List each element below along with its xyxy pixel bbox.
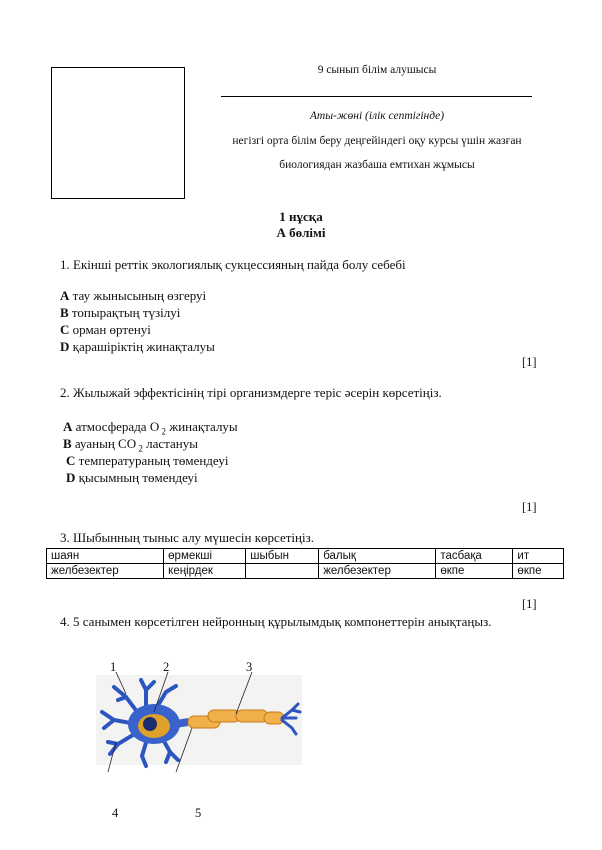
- q1-option-a-text: тау жынысының өзгеруі: [69, 288, 207, 303]
- q1-option-d-text: қарашіріктің жинақталуы: [69, 339, 215, 354]
- table-cell: өкпе: [436, 564, 513, 579]
- q1-option-d-letter: D: [60, 339, 70, 354]
- table-cell-answer-blank[interactable]: [246, 564, 319, 579]
- exam-description-line1: негізгі орта білім беру деңгейіндегі оқу курсы үшін жазған: [232, 135, 522, 147]
- table-cell: желбезектер: [47, 564, 164, 579]
- question-1-text: 1. Екінші реттік экологиялық сукцессияның пайда болу себебі: [60, 257, 406, 272]
- table-cell: өкпе: [513, 564, 564, 579]
- q2-option-a-subscript: 2: [159, 426, 166, 437]
- respiration-table: [46, 548, 564, 579]
- q1-option-c[interactable]: [60, 322, 151, 338]
- q2-option-c-letter: C: [66, 453, 76, 468]
- myelin-segment: [236, 710, 268, 722]
- label-5: 5: [195, 806, 202, 820]
- q2-option-b-letter: B: [63, 436, 72, 451]
- q2-mark: [1]: [522, 500, 537, 514]
- table-row-organs: [47, 564, 564, 579]
- label-2: 2: [163, 660, 170, 674]
- q1-option-c-text: орман өртенуі: [69, 322, 151, 337]
- name-caption: Аты-жөні (ілік септігінде): [309, 110, 445, 122]
- photo-placeholder-box: [51, 67, 185, 199]
- nucleus: [143, 717, 157, 731]
- q2-option-b-subscript: 2: [136, 443, 143, 454]
- table-cell: балық: [319, 549, 436, 564]
- exam-description-line2: биологиядан жазбаша емтихан жұмысы: [279, 159, 475, 171]
- q2-option-c-text: температураның төмендеуі: [75, 453, 229, 468]
- q2-option-d[interactable]: [66, 470, 198, 486]
- myelin-segment: [208, 710, 240, 722]
- table-cell: ит: [513, 549, 564, 564]
- table-cell: кеңірдек: [164, 564, 246, 579]
- q2-option-d-text: қысымның төмендеуі: [75, 470, 198, 485]
- label-4: 4: [112, 806, 119, 820]
- q2-option-c[interactable]: [66, 453, 228, 469]
- table-row-animals: [47, 549, 564, 564]
- grade-line: 9 сынып білім алушысы: [317, 64, 437, 76]
- q2-option-a[interactable]: [63, 419, 238, 437]
- table-cell: шыбын: [246, 549, 319, 564]
- q1-option-b-letter: B: [60, 305, 69, 320]
- q2-option-a-text: атмосферада О: [72, 419, 160, 434]
- table-cell: желбезектер: [319, 564, 436, 579]
- q1-option-a[interactable]: [60, 288, 206, 304]
- q1-option-b[interactable]: [60, 305, 180, 321]
- section-title: А бөлімі: [276, 225, 326, 240]
- question-4-text: 4. 5 санымен көрсетілген нейронның құрылымдық компонеттерін анықтаңыз.: [60, 614, 492, 629]
- table-cell: тасбақа: [436, 549, 513, 564]
- q3-mark: [1]: [522, 597, 537, 611]
- neuron-illustration: [96, 672, 306, 772]
- table-cell: өрмекші: [164, 549, 246, 564]
- table-cell: шаян: [47, 549, 164, 564]
- q2-option-a-tail: жинақталуы: [165, 419, 238, 434]
- q2-option-a-letter: A: [63, 419, 73, 434]
- question-2-text: 2. Жылыжай эффектісінің тірі организмдерге теріс әсерін көрсетіңіз.: [60, 385, 442, 400]
- q1-option-b-text: топырақтың түзілуі: [68, 305, 181, 320]
- q1-option-d[interactable]: [60, 339, 215, 355]
- variant-title: 1 нұсқа: [279, 209, 323, 224]
- q2-option-b-text: ауаның СО: [71, 436, 137, 451]
- question-3-text: 3. Шыбынның тыныс алу мүшесін көрсетіңіз.: [60, 530, 314, 545]
- q2-option-b[interactable]: [63, 436, 198, 454]
- q1-mark: [1]: [522, 355, 537, 369]
- q1-option-c-letter: C: [60, 322, 70, 337]
- label-1: 1: [110, 660, 117, 674]
- name-fill-line[interactable]: [221, 96, 532, 97]
- q2-option-b-tail: ластануы: [142, 436, 198, 451]
- q1-option-a-letter: A: [60, 288, 70, 303]
- label-3: 3: [246, 660, 253, 674]
- q2-option-d-letter: D: [66, 470, 76, 485]
